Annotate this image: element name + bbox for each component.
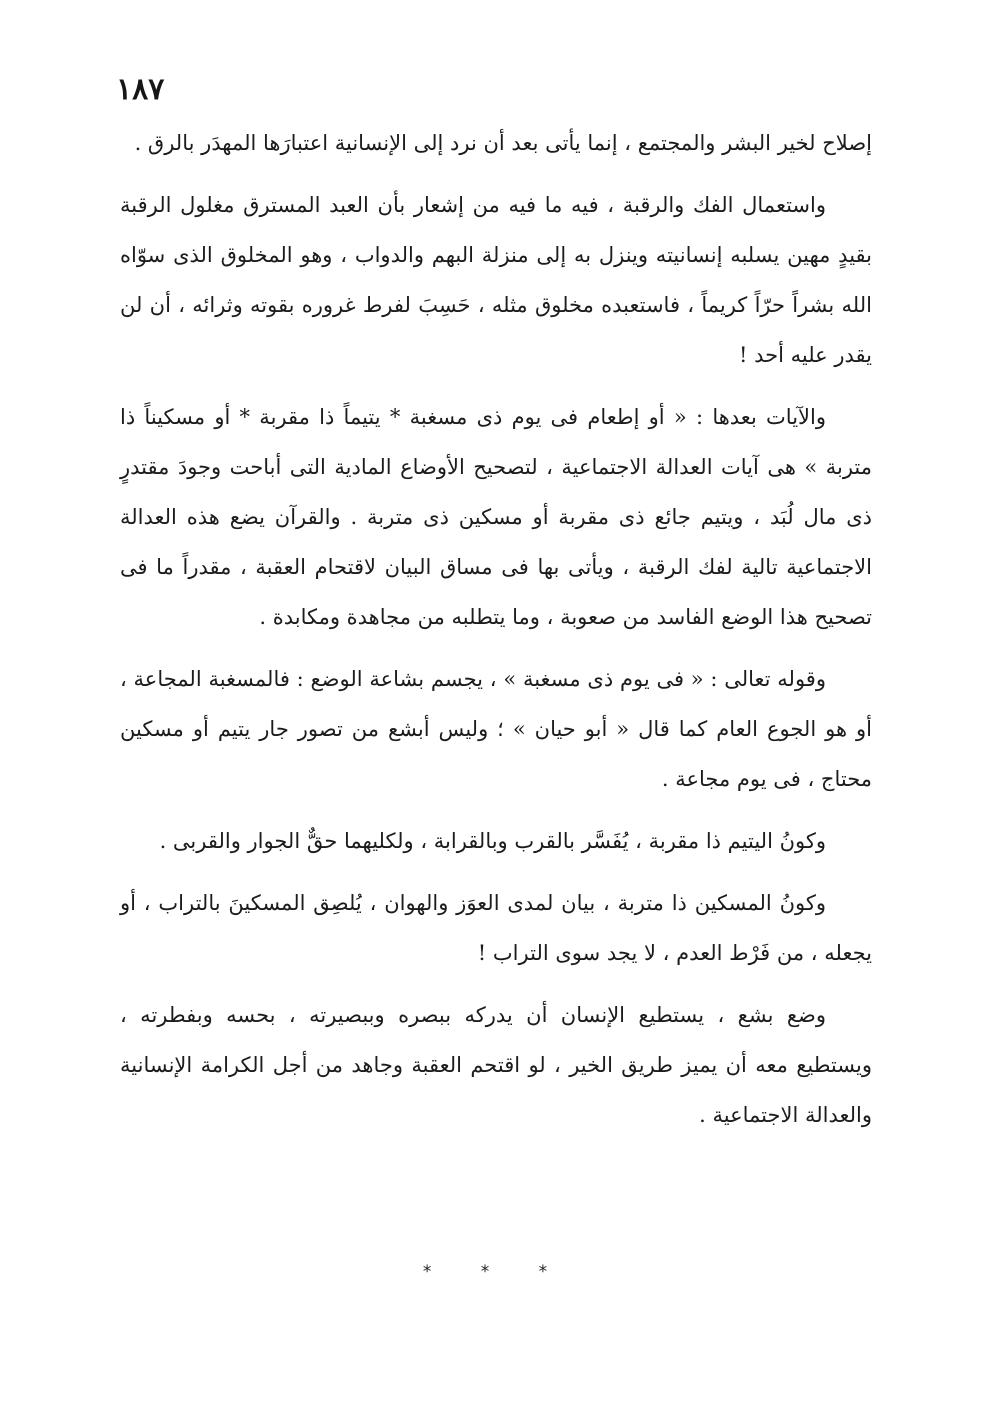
page-body (120, 118, 872, 1140)
paragraph-5: وكونُ اليتيم ذا مقربة ، يُفَسَّر بالقرب وبالقرابة ، ولكليهما حقٌّ الجوار والقربى . (159, 829, 826, 853)
page-number: ١٨٧ (116, 72, 165, 107)
paragraph-6: وكونُ المسكين ذا متربة ، بيان لمدى العوَز والهوان ، يُلصِق المسكينَ بالتراب ، أو يجعله ، من فَرْط العدم ، لا يجد سوى التراب ! (120, 891, 872, 965)
paragraph-3: والآيات بعدها : « أو إطعام فى يوم ذى مسغبة * يتيماً ذا مقربة * أو مسكيناً ذا متربة » هى آيات العدالة الاجتماعية ، لتصحيح الأوضاع المادية التى أباحت وجودَ مقتدرٍ ذى مال لُبَد ، ويتيم جائع ذى مقربة أو مسكين ذى متربة . والقرآن يضع هذه العدالة الاجتماعية تالية لفك الرقبة ، ويأتى بها فى مساق البيان لاقتحام العقبة ، مقدراً ما فى تصحيح هذا الوضع الفاسد من صعوبة ، وما يتطلبه من مجاهدة ومكابدة . (120, 405, 872, 629)
paragraph-2: واستعمال الفك والرقبة ، فيه ما فيه من إشعار بأن العبد المسترق مغلول الرقبة بقيدٍ مهين يسلبه إنسانيته وينزل به إلى منزلة البهم والدواب ، وهو المخلوق الذى سوّاه الله بشراً حرّاً كريماً ، فاستعبده مخلوق مثله ، حَسِبَ لفرط غروره بقوته وثرائه ، أن لن يقدر عليه أحد ! (120, 193, 872, 367)
paragraph-7: وضع بشع ، يستطيع الإنسان أن يدركه ببصره وببصيرته ، بحسه وبفطرته ، ويستطيع معه أن يميز طريق الخير ، لو اقتحم العقبة وجاهد من أجل الكرامة الإنسانية والعدالة الاجتماعية . (120, 1003, 872, 1127)
paragraph-1: إصلاح لخير البشر والمجتمع ، إنما يأتى بعد أن نرد إلى الإنسانية اعتبارَها المهدَر بالرق . (134, 131, 872, 155)
paragraph-4: وقوله تعالى : « فى يوم ذى مسغبة » ، يجسم بشاعة الوضع : فالمسغبة المجاعة ، أو هو الجوع العام كما قال « أبو حيان » ؛ وليس أبشع من تصور جار يتيم أو مسكين محتاج ، فى يوم مجاعة . (120, 667, 872, 791)
section-separator: * * * (422, 1262, 570, 1282)
